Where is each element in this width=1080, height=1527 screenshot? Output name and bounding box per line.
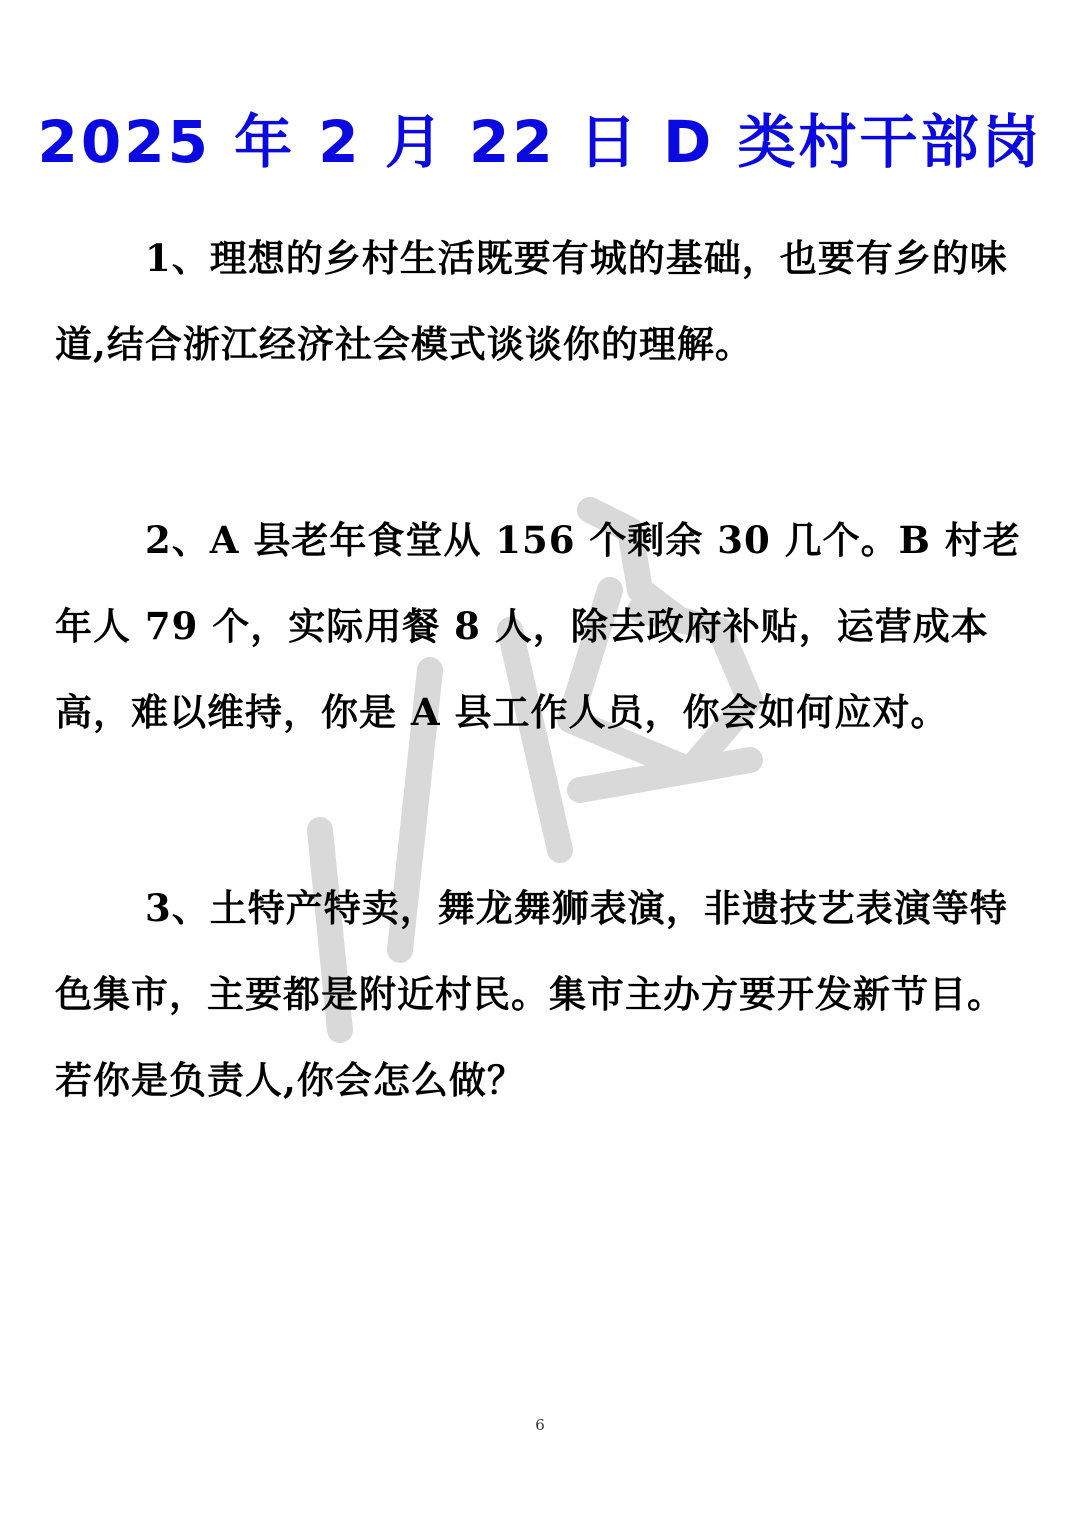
watermark-stroke-6 [580,760,750,790]
page-number: 6 [535,1416,545,1434]
question-2: 2、A 县老年食堂从 156 个剩余 30 几个。B 村老年人 79 个，实际用餐 8 人，除去政府补贴，运营成本高，难以维持，你是 A 县工作人员，你会如何应对。 [55,518,1021,734]
page-title: 2025 年 2 月 22 日 D 类村干部岗 [37,108,1043,176]
question-1: 1、理想的乡村生活既要有城的基础，也要有乡的味道,结合浙江经济社会模式谈谈你的理解。 [55,236,1008,366]
question-3: 3、土特产特卖，舞龙舞狮表演，非遗技艺表演等特色集市，主要都是附近村民。集市主办方要开发新节目。若你是负责人,你会怎么做？ [55,886,1008,1102]
